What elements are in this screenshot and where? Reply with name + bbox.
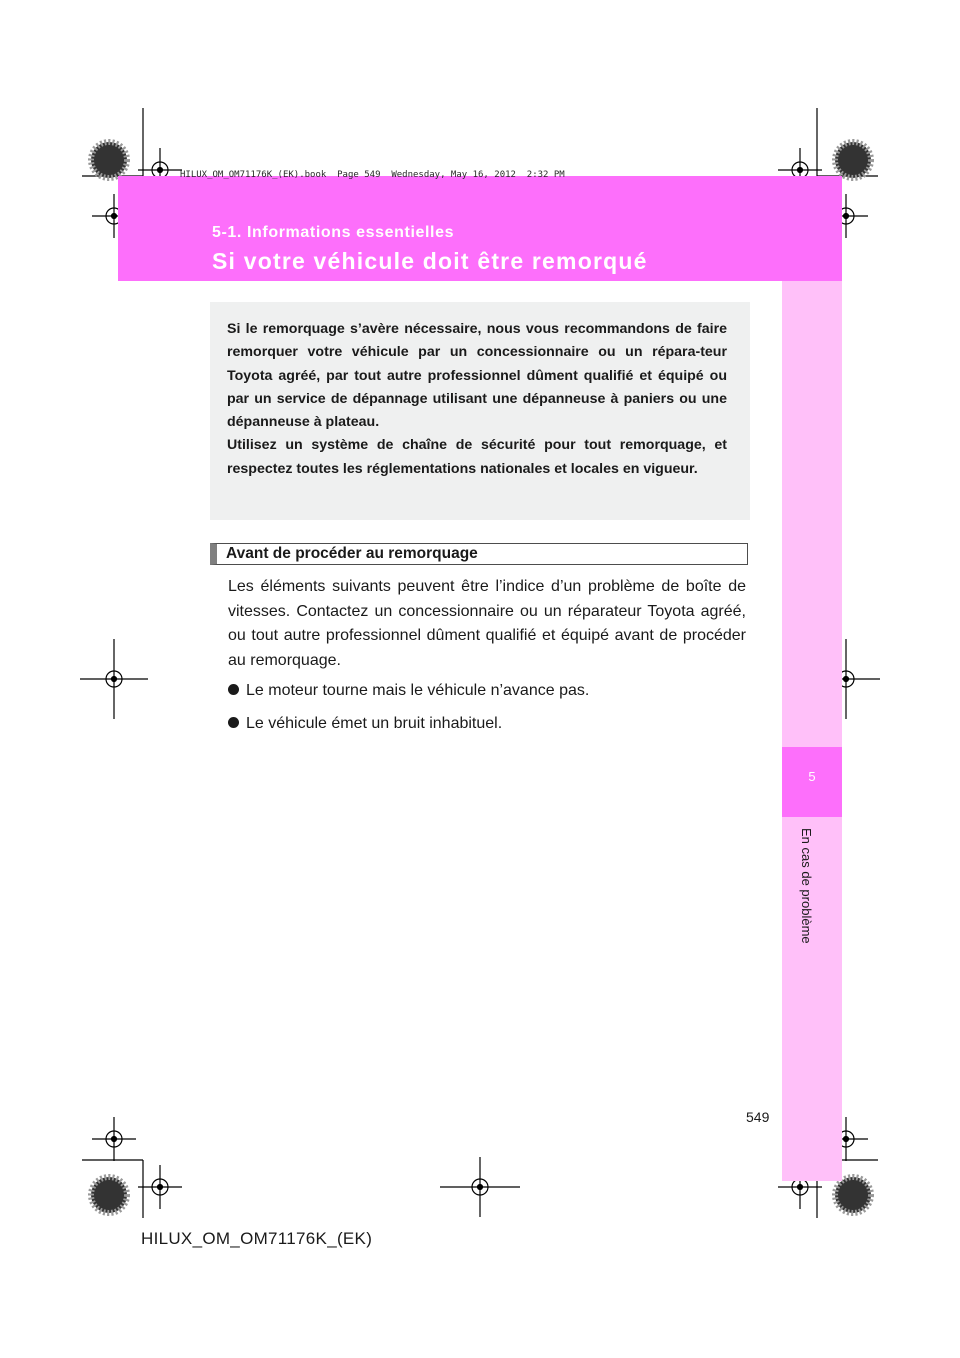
document-code: HILUX_OM_OM71176K_(EK): [141, 1229, 373, 1248]
intro-paragraph: Utilisez un système de chaîne de sécurité pour tout remorquage, et respectez toutes les réglementations nationales et locales en vigueur.: [227, 437, 727, 477]
intro-paragraph: Si le remorquage s’avère nécessaire, nous vous recommandons de faire remorquer votre véhicule par un concessionnaire ou un répara-teur Toyota agréé, par tout autre professionnel dûment qualifié et équipé ou par un service de dépannage utilisant une dépanneuse à paniers ou une dépanneuse à plateau.: [227, 321, 727, 431]
list-item: Le véhicule émet un bruit inhabituel.: [228, 715, 502, 733]
intro-box: [210, 302, 750, 520]
bullet-icon: [228, 684, 239, 695]
chapter-tab: [782, 281, 842, 1181]
section-label: 5-1. Informations essentielles: [212, 224, 455, 241]
page-title: Si votre véhicule doit être remorqué: [212, 248, 648, 274]
chapter-title: En cas de problème: [799, 828, 814, 944]
page-number: 549: [746, 1109, 770, 1125]
book-stamp: HILUX_OM_OM71176K_(EK).book Page 549 Wednesday, May 16, 2012 2:32 PM: [180, 170, 565, 180]
bullet-icon: [228, 717, 239, 728]
list-item: Le moteur tourne mais le véhicule n’avance pas.: [228, 682, 589, 700]
chapter-number: 5: [808, 769, 816, 784]
section-heading: Avant de procéder au remorquage: [210, 543, 748, 565]
body-paragraph: Les éléments suivants peuvent être l’indice d’un problème de boîte de vitesses. Contactez un concessionnaire ou un réparateur Toyota agréé, ou tout autre professionnel dûment qualifié et équipé avant de procéder au remorquage.: [228, 578, 746, 669]
